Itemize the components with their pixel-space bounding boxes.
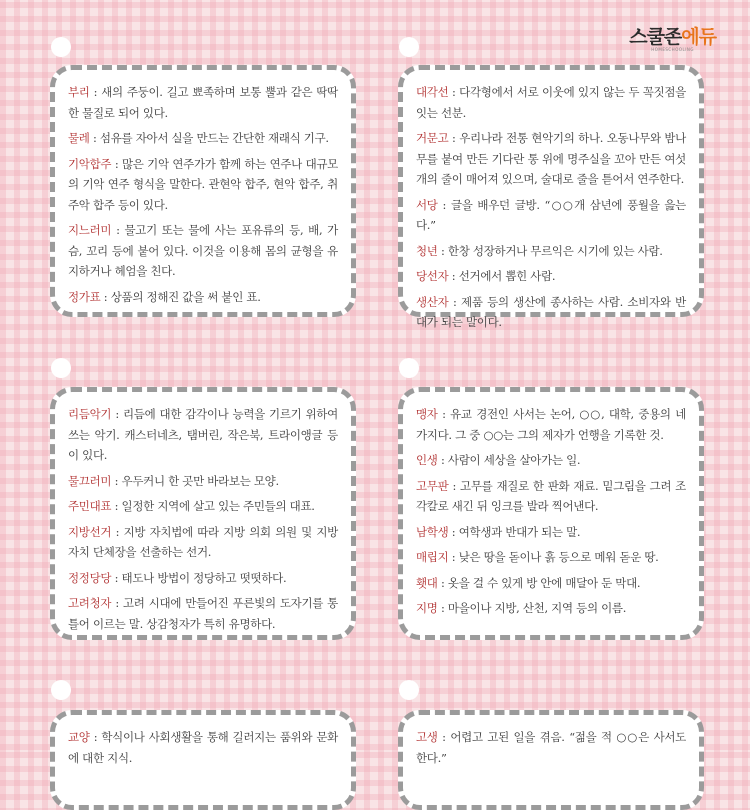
term-separator: :: [448, 524, 459, 539]
vocab-card: [398, 710, 704, 810]
glossary-entry: [68, 593, 338, 634]
term-separator: :: [437, 197, 451, 212]
glossary-term: 당선자: [416, 269, 449, 283]
glossary-definition: 지방 자치법에 따라 지방 의회 의원 및 지방 자치 단체장을 선출하는 선거.: [68, 524, 338, 559]
glossary-entry: [416, 292, 686, 333]
glossary-term: 교양: [68, 730, 90, 744]
glossary-term: 정정당당: [68, 570, 112, 585]
term-separator: :: [448, 550, 459, 564]
vocab-card: [398, 387, 704, 640]
glossary-definition: 여학생과 반대가 되는 말.: [458, 524, 581, 539]
glossary-entry: [416, 128, 686, 190]
term-separator: :: [89, 85, 102, 99]
glossary-definition: 다각형에서 서로 이웃에 있지 않는 두 꼭짓점을 잇는 선분.: [416, 85, 686, 120]
term-separator: :: [111, 499, 122, 513]
glossary-definition: 학식이나 사회생활을 통해 길러지는 품위와 문화에 대한 지식.: [68, 730, 338, 765]
glossary-term: 횃대: [416, 575, 438, 590]
term-separator: :: [89, 131, 100, 145]
glossary-term: 주민대표: [68, 499, 112, 513]
term-separator: :: [437, 243, 448, 258]
term-separator: :: [111, 407, 123, 421]
glossary-entry: [68, 287, 338, 308]
logo-text-a: 스쿨존: [629, 26, 682, 48]
glossary-definition: 새의 주둥이. 길고 뾰족하며 보통 뿔과 같은 딱딱한 물질로 되어 있다.: [68, 85, 338, 120]
glossary-term: 거문고: [416, 131, 449, 145]
glossary-entry: [416, 598, 686, 619]
logo-text-b: 에듀: [681, 26, 716, 48]
glossary-definition: 옷을 걸 수 있게 방 안에 매달아 둔 막대.: [447, 575, 641, 590]
term-separator: :: [437, 730, 451, 744]
glossary-term: 대각선: [416, 85, 449, 99]
glossary-definition: 리듬에 대한 감각이나 능력을 기르기 위하여 쓰는 악기. 캐스터네츠, 탬버린, 작은북, 트라이앵글 등이 있다.: [68, 407, 338, 462]
glossary-term: 물레: [68, 131, 90, 145]
glossary-entry: [416, 547, 686, 568]
glossary-term: 청년: [416, 243, 438, 258]
binder-hole-icon: [399, 680, 419, 700]
glossary-definition: 한창 성장하거나 무르익은 시기에 있는 사람.: [447, 243, 663, 258]
glossary-entry: [416, 195, 686, 236]
term-separator: :: [437, 575, 448, 590]
term-separator: :: [437, 453, 448, 467]
glossary-definition: 낮은 땅을 돋이나 흙 등으로 메워 돋운 땅.: [458, 550, 659, 564]
glossary-entry: [68, 727, 338, 768]
glossary-entry: [68, 568, 338, 589]
glossary-term: 정가표: [68, 289, 101, 304]
glossary-entry: [68, 220, 338, 282]
glossary-definition: 글을 배우던 글방. “○○개 삼년에 풍월을 읊는다.”: [416, 197, 686, 232]
glossary-entry: [68, 154, 338, 216]
glossary-entry: [68, 82, 338, 123]
glossary-entry: [68, 404, 338, 466]
glossary-entry: [416, 573, 686, 594]
glossary-definition: 상품의 정해진 값을 써 붙인 표.: [110, 289, 261, 304]
glossary-term: 생산자: [416, 294, 449, 309]
glossary-term: 맹자: [416, 407, 438, 421]
binder-hole-icon: [51, 37, 71, 57]
glossary-definition: 유교 경전인 사서는 논어, ○○, 대학, 중용의 네 가지다. 그 중 ○○는 그의 제자가 언행을 기록한 것.: [416, 407, 686, 442]
term-separator: :: [437, 407, 451, 421]
glossary-term: 고무판: [416, 478, 449, 493]
glossary-term: 고려청자: [68, 596, 112, 610]
binder-hole-icon: [399, 37, 419, 57]
glossary-entry: [416, 266, 686, 287]
glossary-entry: [68, 471, 338, 492]
vocab-card: [50, 65, 356, 317]
glossary-entry: [416, 404, 686, 445]
glossary-entry: [68, 522, 338, 563]
glossary-definition: 선거에서 뽑힌 사람.: [458, 269, 556, 283]
glossary-definition: 태도나 방법이 정당하고 떳떳하다.: [121, 570, 287, 585]
term-separator: :: [448, 269, 459, 283]
glossary-term: 고생: [416, 730, 438, 744]
glossary-entry: [416, 450, 686, 471]
glossary-definition: 섬유를 자아서 실을 만드는 간단한 재래식 기구.: [99, 131, 329, 145]
term-separator: :: [111, 473, 122, 488]
glossary-definition: 마을이나 지방, 산천, 지역 등의 이름.: [447, 601, 627, 615]
binder-hole-icon: [51, 358, 71, 378]
glossary-term: 남학생: [416, 524, 449, 539]
glossary-term: 부리: [68, 85, 90, 99]
glossary-entry: [416, 727, 686, 768]
glossary-definition: 사람이 세상을 살아가는 일.: [447, 453, 581, 467]
term-separator: :: [111, 223, 125, 237]
glossary-term: 서당: [416, 197, 438, 212]
logo-text: [629, 22, 716, 49]
term-separator: :: [448, 131, 460, 145]
glossary-definition: 고무를 재질로 한 판화 재료. 밑그림을 그려 조각칼로 새긴 뒤 잉크를 발라 찍어낸다.: [416, 478, 686, 513]
glossary-entry: [416, 522, 686, 543]
term-separator: :: [111, 156, 122, 171]
term-separator: :: [111, 570, 122, 585]
glossary-term: 지방선거: [68, 524, 112, 539]
glossary-definition: 우두커니 한 곳만 바라보는 모양.: [121, 473, 279, 488]
glossary-entry: [416, 476, 686, 517]
vocab-card: [398, 65, 704, 329]
glossary-term: 인생: [416, 453, 438, 467]
glossary-entry: [416, 82, 686, 123]
term-separator: :: [448, 478, 461, 493]
binder-hole-icon: [399, 358, 419, 378]
glossary-term: 물끄러미: [68, 473, 112, 488]
term-separator: :: [448, 85, 460, 99]
glossary-entry: [68, 128, 338, 149]
glossary-entry: [416, 241, 686, 262]
glossary-term: 매립지: [416, 550, 449, 564]
brand-logo: [629, 22, 716, 52]
term-separator: :: [89, 730, 102, 744]
glossary-definition: 제품 등의 생산에 종사하는 사람. 소비자와 반대가 되는 말이다.: [416, 294, 686, 329]
glossary-definition: 고려 시대에 만들어진 푸른빛의 도자기를 통틀어 이르는 말. 상감청자가 특히 유명하다.: [68, 596, 338, 631]
glossary-definition: 일정한 지역에 살고 있는 주민들의 대표.: [121, 499, 315, 513]
logo-subtitle: HOMESCHOOLING: [651, 47, 694, 52]
term-separator: :: [111, 596, 123, 610]
glossary-term: 기악합주: [68, 156, 112, 171]
term-separator: :: [437, 601, 448, 615]
vocab-card: [50, 387, 356, 640]
glossary-definition: 많은 기악 연주가가 함께 하는 연주나 대규모의 기악 연주 형식을 말한다. 관현악 합주, 현악 합주, 취주악 합주 등이 있다.: [68, 156, 338, 212]
term-separator: :: [448, 294, 462, 309]
glossary-definition: 물고기 또는 물에 사는 포유류의 등, 배, 가슴, 꼬리 등에 붙어 있다. 이것을 이용해 몸의 균형을 유지하거나 헤엄을 친다.: [68, 223, 338, 278]
glossary-definition: 어렵고 고된 일을 겪음. “젊을 적 ○○은 사서도 한다.”: [416, 730, 686, 765]
glossary-definition: 우리나라 전통 현악기의 하나. 오동나무와 밤나무를 붙여 만든 기다란 통 위에 명주실을 꼬아 만든 여섯 개의 줄이 매어져 있으며, 술대로 줄을 튿어서 연주한다.: [416, 131, 686, 186]
glossary-term: 지명: [416, 601, 438, 615]
term-separator: :: [100, 289, 111, 304]
glossary-term: 지느러미: [68, 223, 112, 237]
glossary-term: 리듬악기: [68, 407, 112, 421]
binder-hole-icon: [51, 680, 71, 700]
term-separator: :: [111, 524, 124, 539]
glossary-entry: [68, 496, 338, 517]
vocab-card: [50, 710, 356, 810]
